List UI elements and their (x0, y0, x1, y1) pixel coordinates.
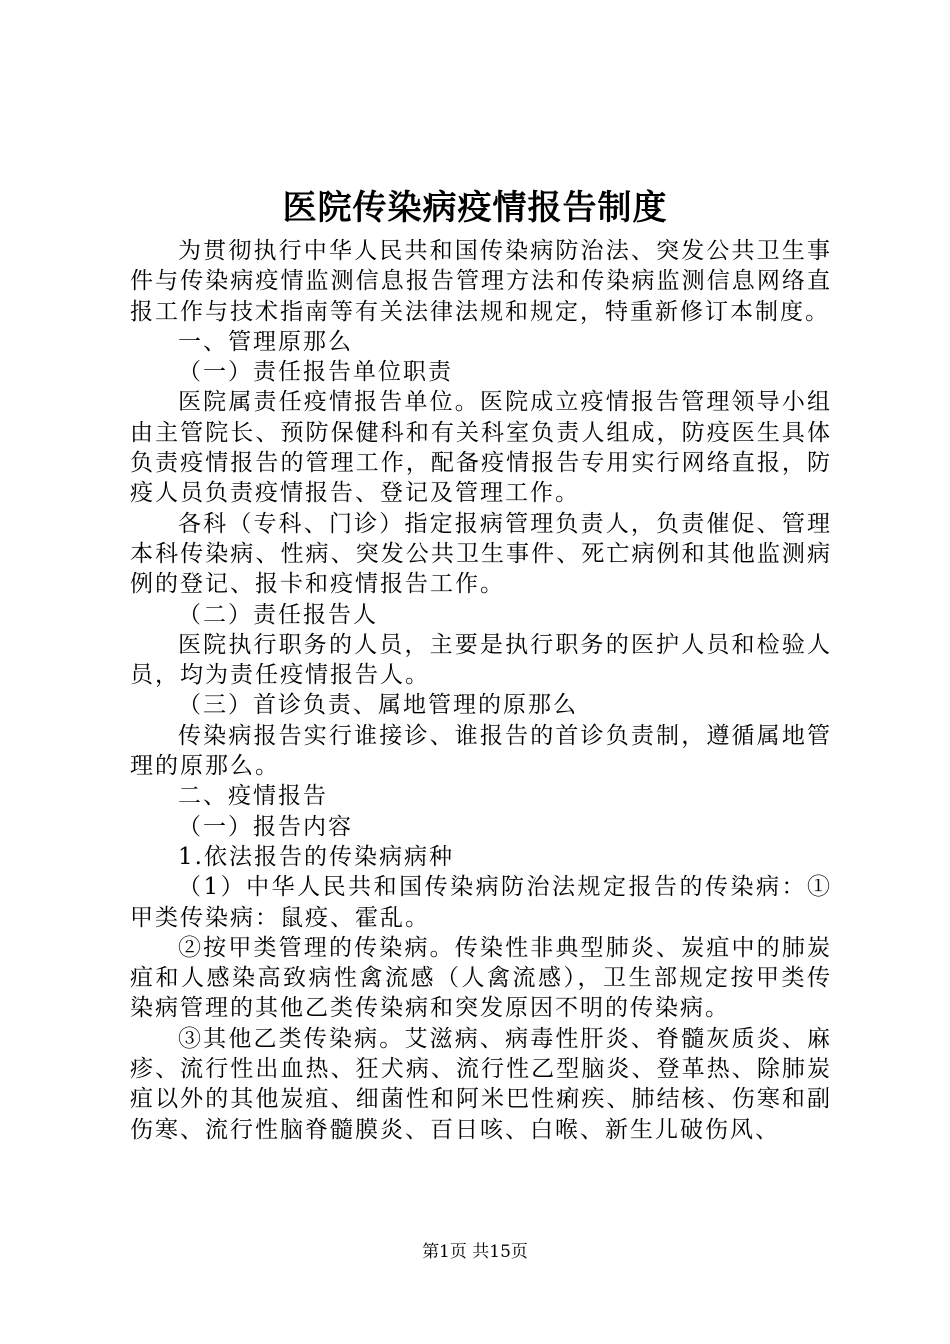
paragraph-reporting-unit: 医院属责任疫情报告单位。医院成立疫情报告管理领导小组由主管院长、预防保健科和有关科室负责人组成，防疫医生具体负责疫情报告的管理工作，配备疫情报告专用实行网络直报，防疫人员负责疫情报告、登记及管理工作。 (130, 389, 832, 507)
paragraph-first-diagnosis: 传染病报告实行谁接诊、谁报告的首诊负责制，遵循属地管理的原那么。 (130, 722, 832, 780)
paragraph-class-a-diseases: （1）中华人民共和国传染病防治法规定报告的传染病：①甲类传染病：鼠疫、霍乱。 (130, 874, 832, 931)
subsection-heading-reporting-person: （二）责任报告人 (178, 601, 378, 628)
section-heading-epidemic-report: 二、疫情报告 (178, 783, 328, 810)
paragraph-intro: 为贯彻执行中华人民共和国传染病防治法、突发公共卫生事件与传染病疫情监测信息报告管理方法和传染病监测信息网络直报工作与技术指南等有关法律法规和规定，特重新修订本制度。 (130, 238, 832, 325)
paragraph-class-b-diseases: ③其他乙类传染病。艾滋病、病毒性肝炎、脊髓灰质炎、麻疹、流行性出血热、狂犬病、流行性乙型脑炎、登革热、除肺炭疽以外的其他炭疽、细菌性和阿米巴性痢疾、肺结核、伤寒和副伤寒、流行性脑脊髓膜炎、百日咳、白喉、新生儿破伤风、 (130, 1025, 832, 1143)
paragraph-class-a-managed: ②按甲类管理的传染病。传染性非典型肺炎、炭疽中的肺炭疽和人感染高致病性禽流感（人禽流感），卫生部规定按甲类传染病管理的其他乙类传染病和突发原因不明的传染病。 (130, 934, 832, 1022)
subsection-heading-report-content: （一）报告内容 (178, 813, 353, 840)
subsection-heading-reporting-unit-duties: （一）责任报告单位职责 (178, 359, 453, 386)
section-heading-management-principles: 一、管理原那么 (178, 328, 353, 355)
paragraph-department-managers: 各科（专科、门诊）指定报病管理负责人，负责催促、管理本科传染病、性病、突发公共卫生事件、死亡病例和其他监测病例的登记、报卡和疫情报告工作。 (130, 510, 832, 598)
subsection-heading-first-diagnosis: （三）首诊负责、属地管理的原那么 (178, 692, 578, 719)
paragraph-reporting-person: 医院执行职务的人员，主要是执行职务的医护人员和检验人员，均为责任疫情报告人。 (130, 631, 832, 689)
item-heading-legal-diseases: 1.依法报告的传染病病种 (178, 843, 454, 870)
page-number-footer: 第1页 共15页 (422, 1242, 528, 1262)
document-title: 医院传染病疫情报告制度 (282, 188, 668, 228)
document-body (130, 236, 832, 1145)
